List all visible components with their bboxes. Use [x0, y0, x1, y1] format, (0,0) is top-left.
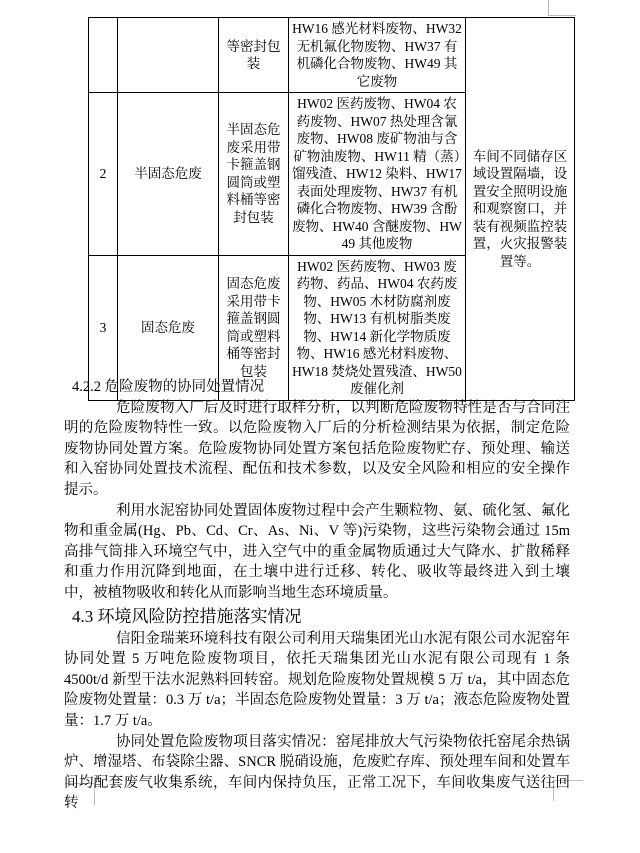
cell-codes-continued: HW16 感光材料废物、HW32 无机氟化物废物、HW37 有机磷化合物废物、HW49 其它废物 — [289, 18, 466, 93]
cell-waste-type-continued — [118, 18, 219, 93]
hazardous-waste-table — [88, 17, 575, 401]
cell-codes-semisolid: HW02 医药废物、HW04 农药废物、HW07 热处理含氰废物、HW08 废矿物油与含矿物油废物、HW11 精（蒸）馏残渣、HW12 染料、HW17 表面处理废物、HW37 有机磷化合物废物、HW39 含酚废物、HW40 含醚废物、HW49 其他废物 — [289, 93, 466, 256]
cell-waste-type-solid: 固态危废 — [118, 255, 219, 400]
paragraph-sampling-analysis: 危险废物入厂后及时进行取样分析，以判断危险废物特性是否与合同注明的危险废物特性一致。以危险废物入厂后的分析检测结果为依据，制定危险废物协同处置方案。危险废物协同处置方案包括危险废物贮存、预处理、输送和入窑协同处置技术流程、配伍和技术参数，以及安全风险和相应的安全操作提示。 — [64, 399, 570, 498]
section-heading-4-3: 4.3 环境风险防控措施落实情况 — [72, 606, 302, 626]
cell-storage-requirements: 车间不同储存区域设置隔墙，设置安全照明设施和观察窗口，并装有视频监控装置，火灾报警装置等。 — [466, 18, 575, 401]
cell-waste-type-semisolid: 半固态危废 — [118, 93, 219, 256]
cell-packaging-solid: 固态危废采用带卡箍盖钢圆筒或塑料桶等密封包装 — [219, 255, 289, 400]
cell-seq-3: 3 — [89, 255, 118, 400]
paragraph-pollutants: 利用水泥窑协同处置固体废物过程中会产生颗粒物、氨、硫化氢、氟化物和重金属(Hg、Pb、Cd、Cr、As、Ni、V 等)污染物，这些污染物会通过 15m 高排气筒排入环境空气中，进入空气中的重金属物质通过大气降水、扩散稀释和重力作用沉降到地面，在土壤中进行迁移、转化、吸收等最终进入到土壤中，被植物吸收和转化从而影响当地生态环境质量。 — [64, 502, 570, 601]
section-heading-4-2-2: 4.2.2 危险废物的协同处置情况 — [72, 379, 265, 395]
text-boundary-mark-top-right — [548, 0, 576, 16]
paragraph-implementation: 协同处置危险废物项目落实情况：窑尾排放大气污染物依托窑尾余热锅炉、增湿塔、布袋除尘器、SNCR 脱硝设施，危废贮存库、预处理车间和处置车间均配套废气收集系统，车间内保持负压，正常工况下，车间收集废气送往回转 — [64, 733, 570, 812]
paragraph-project-overview: 信阳金瑞莱环境科技有限公司利用天瑞集团光山水泥有限公司水泥窑年协同处置 5 万吨危险废物项目，依托天瑞集团光山水泥有限公司现有 1 条 4500t/d 新型干法水泥熟料回转窑。规划危险废物处置规模 5 万 t/a，其中固态危险废物处置量：0.3 万 t/a；半固态危险废物处置量：3 万 t/a；液态危险废物处置量：1.7 万 t/a。 — [64, 630, 570, 729]
cell-seq-continued — [89, 18, 118, 93]
cell-seq-2: 2 — [89, 93, 118, 256]
cell-packaging-continued: 等密封包装 — [219, 18, 289, 93]
document-body — [64, 377, 570, 814]
table-row-continued — [89, 18, 575, 93]
cell-codes-solid: HW02 医药废物、HW03 废药物、药品、HW04 农药废物、HW05 木材防腐剂废物、HW13 有机树脂类废物、HW14 新化学物质废物、HW16 感光材料废物、HW18 焚烧处置残渣、HW50 废催化剂 — [289, 255, 466, 400]
cell-packaging-semisolid: 半固态危废采用带卡箍盖钢圆筒或塑料桶等密封包装 — [219, 93, 289, 256]
